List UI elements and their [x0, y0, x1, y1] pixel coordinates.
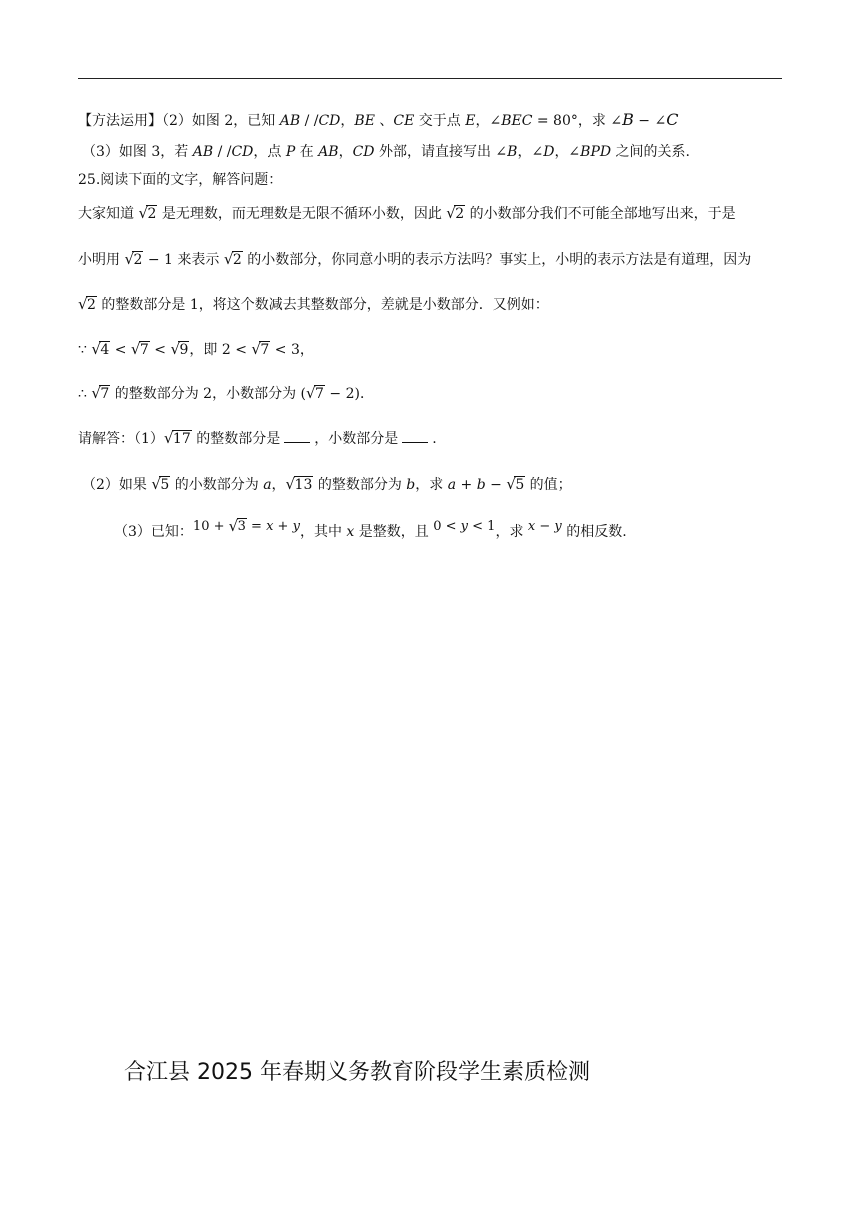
sqrt-2: √ 2	[124, 250, 143, 270]
sqrt-5: √ 5	[506, 475, 525, 495]
sqrt-7: √ 7	[251, 340, 270, 360]
reading-paragraph-line-3: √ 2 的整数部分是 1，将这个数减去其整数部分，差就是小数部分．又例如：	[78, 295, 549, 315]
sqrt-9: √ 9	[170, 340, 189, 360]
sqrt-7: √ 7	[91, 384, 110, 404]
sub-question-3: （3）已知：10 + √ 3 = x + y，其中 x 是整数，且 0 < y < 1，求 x − y 的相反数.	[114, 522, 627, 543]
sqrt-5: √ 5	[151, 475, 170, 495]
expression-x-minus-y: x − y	[527, 519, 562, 534]
inequality-y: 0 < y < 1	[433, 519, 496, 534]
example-inequality-line: ∵ √ 4 < √ 7 < √ 9，即 2 < √ 7 < 3，	[78, 340, 314, 360]
answer-blank-integer-part[interactable]	[284, 430, 310, 443]
question-3-figure-line: （3）如图 3，若 AB / /CD，点 P 在 AB，CD 外部，请直接写出 ∠B，∠D，∠BPD 之间的关系.	[82, 144, 691, 160]
sub-question-2: （2）如果 √ 5 的小数部分为 a，√ 13 的整数部分为 b，求 a + b − √ 5 的值；	[82, 475, 572, 495]
example-conclusion-line: ∴ √ 7 的整数部分为 2，小数部分为 (√ 7 − 2)．	[78, 384, 374, 404]
sqrt-2: √ 2	[446, 204, 465, 224]
sqrt-3: √ 3	[229, 517, 247, 537]
answer-blank-decimal-part[interactable]	[402, 430, 428, 443]
equation-given: 10 + √ 3 = x + y	[193, 519, 300, 534]
reading-paragraph-line-2: 小明用 √ 2 − 1 来表示 √ 2 的小数部分，你同意小明的表示方法吗？事实上，小明的表示方法是有道理，因为	[78, 250, 751, 270]
sqrt-2: √ 2	[224, 250, 243, 270]
sqrt-13: √ 13	[286, 475, 314, 495]
sqrt-7: √ 7	[306, 384, 325, 404]
sqrt-17: √ 17	[164, 429, 192, 449]
sub-question-1: 请解答：（1）√ 17 的整数部分是 ，小数部分是 .	[78, 429, 437, 449]
sqrt-7: √ 7	[131, 340, 150, 360]
sqrt-2: √ 2	[78, 295, 97, 315]
method-application-line: 【方法运用】（2）如图 2，已知 AB / /CD，BE 、CE 交于点 E，∠BEC = 80°，求 ∠B − ∠C	[78, 110, 679, 129]
reading-paragraph-line-1: 大家知道 √ 2 是无理数，而无理数是无限不循环小数，因此 √ 2 的小数部分我们不可能全部地写出来，于是	[78, 204, 736, 224]
header-rule	[78, 78, 782, 79]
sqrt-2: √ 2	[138, 204, 157, 224]
exam-footer-title: 合江县 2025 年春期义务教育阶段学生素质检测	[124, 1060, 590, 1085]
sqrt-4: √ 4	[91, 340, 110, 360]
question-25-title: 25.阅读下面的文字，解答问题：	[78, 172, 283, 188]
